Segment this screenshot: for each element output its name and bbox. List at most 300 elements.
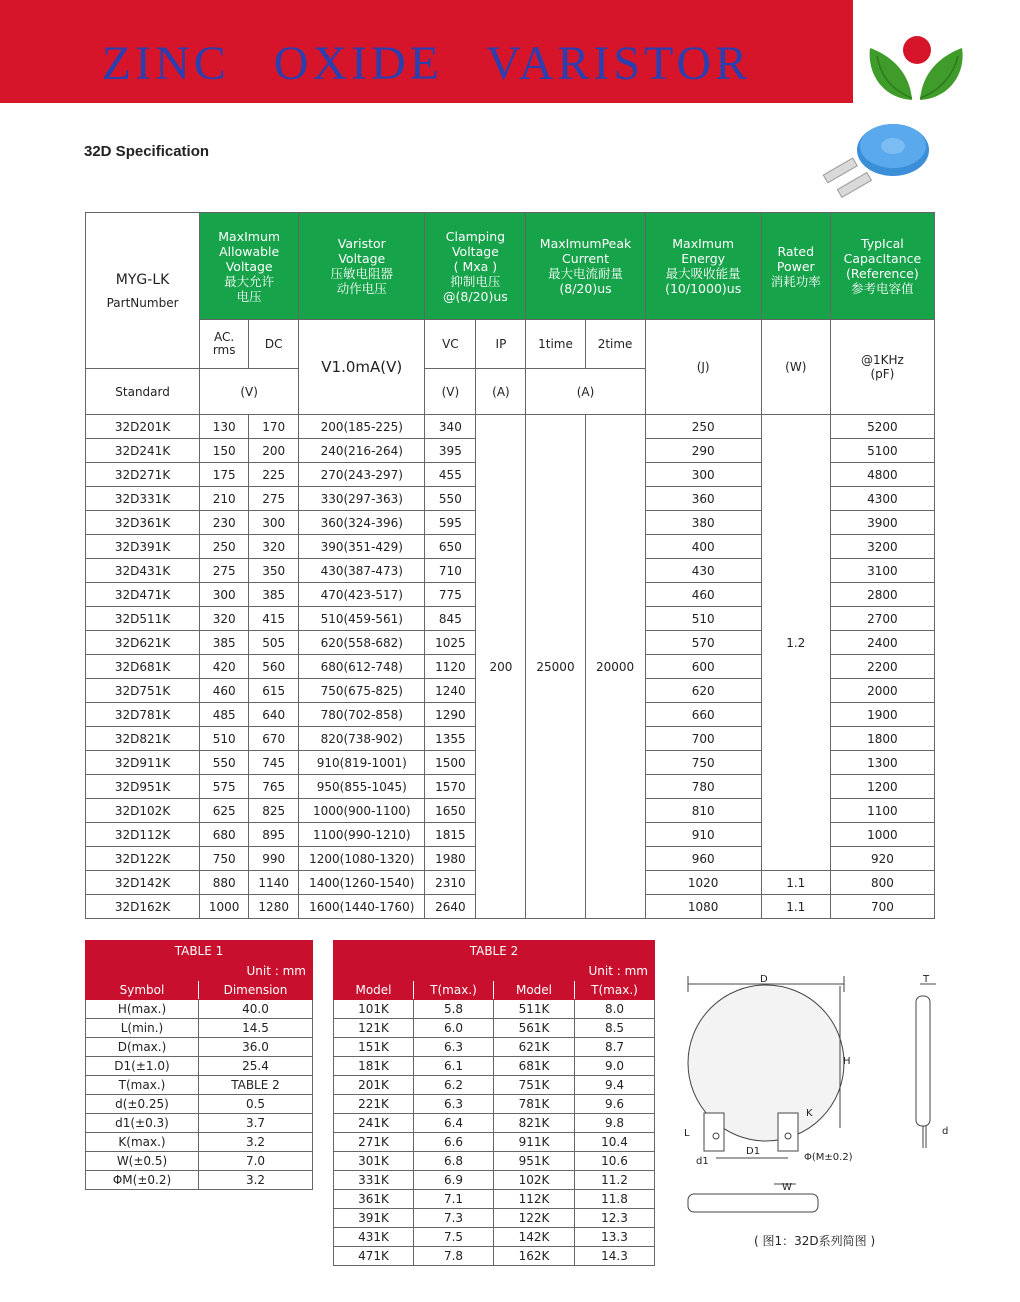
spec-cell: 570 <box>645 631 761 655</box>
spec-cell: 200(185-225) <box>299 415 425 439</box>
spec-cell: 150 <box>200 439 249 463</box>
table1-row <box>86 1133 313 1152</box>
spec-cell: 950(855-1045) <box>299 775 425 799</box>
spec-cell: 3900 <box>830 511 934 535</box>
table2-cell: 621K <box>494 1038 575 1057</box>
left-lead <box>704 1113 724 1151</box>
spec-cell: 2310 <box>425 871 476 895</box>
spec-cell: 1400(1260-1540) <box>299 871 425 895</box>
hdr-line: MaxImum <box>672 236 735 251</box>
spec-cell: 430(387-473) <box>299 559 425 583</box>
hdr-line: (8/20)us <box>559 281 612 296</box>
table2-row <box>334 1209 655 1228</box>
hdr-line: MaxImumPeak <box>539 236 632 251</box>
spec-cell: 1.1 <box>761 895 830 919</box>
max-allowable-header <box>200 213 299 320</box>
spec-cell: 680(612-748) <box>299 655 425 679</box>
pf-label: (pF) <box>870 367 895 381</box>
spec-cell: 550 <box>200 751 249 775</box>
table2-cell: 112K <box>494 1190 575 1209</box>
spec-cell: 415 <box>249 607 299 631</box>
current-unit: (A) <box>526 369 645 415</box>
table2-model-header: Model <box>494 981 575 1000</box>
spec-cell: 32D142K <box>86 871 200 895</box>
spec-cell: 640 <box>249 703 299 727</box>
spec-cell: 240(216-264) <box>299 439 425 463</box>
spec-cell: 2700 <box>830 607 934 631</box>
spec-cell: 32D201K <box>86 415 200 439</box>
table1-cell: ΦM(±0.2) <box>86 1171 199 1190</box>
spec-cell: 880 <box>200 871 249 895</box>
hdr-line: CapacItance <box>843 251 922 266</box>
spec-cell: 395 <box>425 439 476 463</box>
spec-cell: 1100 <box>830 799 934 823</box>
d-label: D <box>760 974 768 985</box>
hdr-line: Power <box>776 258 815 274</box>
table2-cell: 6.0 <box>414 1019 494 1038</box>
hdr-line: Voltage <box>225 258 273 274</box>
v1ma-header: V1.0mA(V) <box>299 320 425 415</box>
spec-cell: 32D681K <box>86 655 200 679</box>
table1-dimension-header: Dimension <box>199 981 313 1000</box>
table1-cell: L(min.) <box>86 1019 199 1038</box>
spec-cell: 32D162K <box>86 895 200 919</box>
watt-unit: (W) <box>761 320 830 415</box>
spec-cell: 1120 <box>425 655 476 679</box>
spec-cell: 32D621K <box>86 631 200 655</box>
spec-cell: 1600(1440-1760) <box>299 895 425 919</box>
table2-cell: 751K <box>494 1076 575 1095</box>
table1-row <box>86 1171 313 1190</box>
hdr-line: Allowable <box>219 243 280 259</box>
spec-cell: 1100(990-1210) <box>299 823 425 847</box>
spec-cell: 510 <box>200 727 249 751</box>
table1-cell: TABLE 2 <box>199 1076 313 1095</box>
table2-cell: 6.1 <box>414 1057 494 1076</box>
spec-cell: 360(324-396) <box>299 511 425 535</box>
spec-cell: 1000 <box>200 895 249 919</box>
spec-cell: 32D511K <box>86 607 200 631</box>
table2-cell: 301K <box>334 1152 414 1171</box>
w-label: W <box>782 1182 792 1193</box>
table2-cell: 911K <box>494 1133 575 1152</box>
table2-cell: 241K <box>334 1114 414 1133</box>
joule-unit: (J) <box>645 320 761 415</box>
spec-cell: 1280 <box>249 895 299 919</box>
table1-cell: T(max.) <box>86 1076 199 1095</box>
hdr-line: Voltage <box>451 243 499 259</box>
spec-cell: 32D102K <box>86 799 200 823</box>
table1-cell: d1(±0.3) <box>86 1114 199 1133</box>
spec-cell: 1355 <box>425 727 476 751</box>
table2-cell: 13.3 <box>575 1228 655 1247</box>
table2-cell: 471K <box>334 1247 414 1266</box>
spec-cell: 32D361K <box>86 511 200 535</box>
spec-cell: 550 <box>425 487 476 511</box>
table2-cell: 5.8 <box>414 1000 494 1019</box>
spec-cell: 460 <box>200 679 249 703</box>
hdr-line: 抑制电压 <box>450 273 501 289</box>
hdr-line: 压敏电阻器 <box>330 266 394 281</box>
spec-cell: 250 <box>200 535 249 559</box>
spec-cell: 4300 <box>830 487 934 511</box>
spec-cell: 32D911K <box>86 751 200 775</box>
dc-header: DC <box>249 320 299 369</box>
table2-row <box>334 1038 655 1057</box>
spec-cell: 710 <box>425 559 476 583</box>
table2-cell: 6.6 <box>414 1133 494 1152</box>
hdr-line: 动作电压 <box>336 281 387 296</box>
spec-cell: 275 <box>200 559 249 583</box>
standard-label: Standard <box>86 369 200 415</box>
spec-cell: 1000(900-1100) <box>299 799 425 823</box>
spec-cell: 750(675-825) <box>299 679 425 703</box>
table2-cell: 151K <box>334 1038 414 1057</box>
hdr-line: ( Mxa ) <box>453 258 498 274</box>
time2-header: 2time <box>585 320 645 369</box>
table2-row <box>334 1019 655 1038</box>
table1-cell: 14.5 <box>199 1019 313 1038</box>
spec-cell: 1200(1080-1320) <box>299 847 425 871</box>
spec-cell: 300 <box>200 583 249 607</box>
spec-cell: 32D391K <box>86 535 200 559</box>
table2-cell: 6.4 <box>414 1114 494 1133</box>
spec-cell: 455 <box>425 463 476 487</box>
table2-row <box>334 1247 655 1266</box>
spec-cell: 910 <box>645 823 761 847</box>
spec-cell: 1900 <box>830 703 934 727</box>
hdr-line: Clamping <box>445 228 506 244</box>
dimension-table-2 <box>333 940 655 1266</box>
table1-title: TABLE 1 <box>86 941 313 962</box>
table1-row <box>86 1057 313 1076</box>
table1-row <box>86 1000 313 1019</box>
spec-cell: 1650 <box>425 799 476 823</box>
table2-cell: 102K <box>494 1171 575 1190</box>
table2-cell: 142K <box>494 1228 575 1247</box>
table2-cell: 9.4 <box>575 1076 655 1095</box>
table2-cell: 9.8 <box>575 1114 655 1133</box>
table1-cell: 40.0 <box>199 1000 313 1019</box>
spec-cell: 460 <box>645 583 761 607</box>
d1-small-label: d1 <box>696 1156 709 1167</box>
table2-tmax-header: T(max.) <box>575 981 655 1000</box>
spec-cell: 800 <box>830 871 934 895</box>
spec-cell: 810 <box>645 799 761 823</box>
spec-cell: 1570 <box>425 775 476 799</box>
spec-cell: 300 <box>249 511 299 535</box>
t-label: T <box>923 974 930 985</box>
spec-cell: 2200 <box>830 655 934 679</box>
table2-cell: 221K <box>334 1095 414 1114</box>
hdr-line: (10/1000)us <box>665 281 742 296</box>
capacitance-unit <box>830 320 934 415</box>
table2-cell: 101K <box>334 1000 414 1019</box>
table2-cell: 11.8 <box>575 1190 655 1209</box>
hdr-line: 最大电流耐量 <box>548 266 624 281</box>
table2-cell: 11.2 <box>575 1171 655 1190</box>
table2-cell: 9.0 <box>575 1057 655 1076</box>
table1-row <box>86 1019 313 1038</box>
m-label: Φ(M±0.2) <box>804 1152 853 1163</box>
hdr-line: TypIcal <box>861 236 904 251</box>
table2-cell: 951K <box>494 1152 575 1171</box>
spec-cell: 1025 <box>425 631 476 655</box>
table2-cell: 7.3 <box>414 1209 494 1228</box>
table2-cell: 8.0 <box>575 1000 655 1019</box>
table2-row <box>334 1133 655 1152</box>
lead-d-label: d <box>942 1126 949 1137</box>
table2-cell: 391K <box>334 1209 414 1228</box>
table1-cell: D(max.) <box>86 1038 199 1057</box>
spec-cell: 670 <box>249 727 299 751</box>
table1-row <box>86 1095 313 1114</box>
spec-cell: 2640 <box>425 895 476 919</box>
spec-cell: 3200 <box>830 535 934 559</box>
table2-cell: 7.1 <box>414 1190 494 1209</box>
table1-cell: 36.0 <box>199 1038 313 1057</box>
table1-cell: 3.7 <box>199 1114 313 1133</box>
spec-cell: 560 <box>249 655 299 679</box>
table2-unit: Unit : mm <box>334 962 655 981</box>
partnumber-header-line1: MYG-LK <box>115 271 170 288</box>
spec-cell: 660 <box>645 703 761 727</box>
spec-cell: 1000 <box>830 823 934 847</box>
spec-cell: 615 <box>249 679 299 703</box>
spec-cell: 2400 <box>830 631 934 655</box>
spec-cell: 750 <box>645 751 761 775</box>
spec-cell: 780 <box>645 775 761 799</box>
spec-cell: 1140 <box>249 871 299 895</box>
ac-label: AC. <box>214 330 235 344</box>
spec-cell: 32D781K <box>86 703 200 727</box>
spec-cell: 1240 <box>425 679 476 703</box>
table2-cell: 122K <box>494 1209 575 1228</box>
spec-cell: 175 <box>200 463 249 487</box>
table2-row <box>334 1171 655 1190</box>
spec-cell: 485 <box>200 703 249 727</box>
table2-cell: 10.4 <box>575 1133 655 1152</box>
spec-cell: 650 <box>425 535 476 559</box>
table2-model-header: Model <box>334 981 414 1000</box>
side-view-body <box>916 996 930 1126</box>
spec-cell: 225 <box>249 463 299 487</box>
table2-row <box>334 1190 655 1209</box>
spec-cell: 1815 <box>425 823 476 847</box>
table2-row <box>334 1114 655 1133</box>
table2-cell: 511K <box>494 1000 575 1019</box>
khz-label: @1KHz <box>860 353 904 367</box>
table2-cell: 121K <box>334 1019 414 1038</box>
ac-rms-header <box>200 320 249 369</box>
spec-cell: 320 <box>200 607 249 631</box>
spec-cell: 820(738-902) <box>299 727 425 751</box>
table1-cell: W(±0.5) <box>86 1152 199 1171</box>
table2-tmax-header: T(max.) <box>414 981 494 1000</box>
vc-header: VC <box>425 320 476 369</box>
spec-cell: 340 <box>425 415 476 439</box>
spec-cell: 920 <box>830 847 934 871</box>
spec-cell: 845 <box>425 607 476 631</box>
spec-cell: 1980 <box>425 847 476 871</box>
spec-cell: 600 <box>645 655 761 679</box>
table1-cell: d(±0.25) <box>86 1095 199 1114</box>
spec-cell: 290 <box>645 439 761 463</box>
spec-cell: 780(702-858) <box>299 703 425 727</box>
table2-cell: 8.7 <box>575 1038 655 1057</box>
spec-cell: 275 <box>249 487 299 511</box>
table2-row <box>334 1000 655 1019</box>
spec-cell: 745 <box>249 751 299 775</box>
spec-cell: 470(423-517) <box>299 583 425 607</box>
spec-cell: 825 <box>249 799 299 823</box>
spec-cell: 32D821K <box>86 727 200 751</box>
hdr-line: MaxImum <box>218 228 281 244</box>
spec-cell: 32D122K <box>86 847 200 871</box>
table1-cell: 0.5 <box>199 1095 313 1114</box>
spec-cell: 895 <box>249 823 299 847</box>
spec-cell: 1300 <box>830 751 934 775</box>
spec-cell: 385 <box>249 583 299 607</box>
table2-cell: 9.6 <box>575 1095 655 1114</box>
hdr-line: @(8/20)us <box>443 288 508 304</box>
d1-label: D1 <box>746 1146 761 1157</box>
spec-cell: 620(558-682) <box>299 631 425 655</box>
spec-cell: 510(459-561) <box>299 607 425 631</box>
spec-cell: 1290 <box>425 703 476 727</box>
spec-cell: 430 <box>645 559 761 583</box>
figure-caption: ( 图1：32D系列简图 ) <box>754 1234 876 1248</box>
ip-header: IP <box>476 320 526 369</box>
table2-cell: 781K <box>494 1095 575 1114</box>
peak-current-header <box>526 213 645 320</box>
table1-row <box>86 1152 313 1171</box>
table2-cell: 162K <box>494 1247 575 1266</box>
spec-cell: 765 <box>249 775 299 799</box>
table1-cell: 3.2 <box>199 1133 313 1152</box>
table2-row <box>334 1057 655 1076</box>
spec-cell: 620 <box>645 679 761 703</box>
spec-cell: 1200 <box>830 775 934 799</box>
table2-cell: 14.3 <box>575 1247 655 1266</box>
table1-cell: 3.2 <box>199 1171 313 1190</box>
banner-title: ZINC OXIDE VARISTOR <box>101 37 752 90</box>
spec-cell: 575 <box>200 775 249 799</box>
spec-cell: 595 <box>425 511 476 535</box>
spec-row <box>86 415 935 439</box>
spec-cell: 390(351-429) <box>299 535 425 559</box>
table2-row <box>334 1228 655 1247</box>
spec-cell: 385 <box>200 631 249 655</box>
spec-cell: 5100 <box>830 439 934 463</box>
table2-cell: 681K <box>494 1057 575 1076</box>
section-title: 32D Specification <box>84 143 210 160</box>
spec-cell: 505 <box>249 631 299 655</box>
spec-cell: 270(243-297) <box>299 463 425 487</box>
hdr-line: Voltage <box>338 251 386 266</box>
spec-cell: 700 <box>830 895 934 919</box>
table2-cell: 431K <box>334 1228 414 1247</box>
spec-cell: 750 <box>200 847 249 871</box>
table2-cell: 7.5 <box>414 1228 494 1247</box>
voltage-unit: (V) <box>200 369 299 415</box>
l-label: L <box>684 1128 690 1139</box>
table2-cell: 561K <box>494 1019 575 1038</box>
hdr-line: 电压 <box>236 288 262 304</box>
table2-cell: 6.9 <box>414 1171 494 1190</box>
spec-cell: 20000 <box>585 415 645 919</box>
table2-row <box>334 1076 655 1095</box>
spec-cell: 32D471K <box>86 583 200 607</box>
bottom-view-body <box>688 1194 818 1212</box>
table2-cell: 331K <box>334 1171 414 1190</box>
dimension-drawing <box>680 968 970 1228</box>
spec-cell: 230 <box>200 511 249 535</box>
spec-cell: 380 <box>645 511 761 535</box>
spec-cell: 910(819-1001) <box>299 751 425 775</box>
ip-unit: (A) <box>476 369 526 415</box>
rated-power-header <box>761 213 830 320</box>
table1-cell: H(max.) <box>86 1000 199 1019</box>
spec-cell: 510 <box>645 607 761 631</box>
clamping-header <box>425 213 526 320</box>
hdr-line: 消耗功率 <box>770 273 821 289</box>
table2-row <box>334 1095 655 1114</box>
hdr-line: Varistor <box>337 236 386 251</box>
spec-cell: 1500 <box>425 751 476 775</box>
spec-cell: 4800 <box>830 463 934 487</box>
rms-label: rms <box>212 343 236 357</box>
spec-cell: 32D951K <box>86 775 200 799</box>
spec-cell: 330(297-363) <box>299 487 425 511</box>
spec-cell: 130 <box>200 415 249 439</box>
hdr-line: 最大允许 <box>224 273 275 289</box>
time1-header: 1time <box>526 320 585 369</box>
hdr-line: 最大吸收能量 <box>665 266 741 281</box>
table2-cell: 6.8 <box>414 1152 494 1171</box>
table2-cell: 181K <box>334 1057 414 1076</box>
hdr-line: Current <box>562 251 609 266</box>
table2-cell: 821K <box>494 1114 575 1133</box>
spec-cell: 960 <box>645 847 761 871</box>
table2-cell: 361K <box>334 1190 414 1209</box>
leaf-logo-icon <box>862 18 972 108</box>
hdr-line: 参考电容值 <box>851 281 914 296</box>
table1-row <box>86 1114 313 1133</box>
spec-cell: 32D431K <box>86 559 200 583</box>
spec-cell: 32D112K <box>86 823 200 847</box>
spec-cell: 680 <box>200 823 249 847</box>
max-energy-header <box>645 213 761 320</box>
table2-cell: 201K <box>334 1076 414 1095</box>
table2-cell: 271K <box>334 1133 414 1152</box>
spec-cell: 1020 <box>645 871 761 895</box>
spec-cell: 5200 <box>830 415 934 439</box>
spec-cell: 420 <box>200 655 249 679</box>
spec-cell: 170 <box>249 415 299 439</box>
spec-cell: 2800 <box>830 583 934 607</box>
table1-cell: 25.4 <box>199 1057 313 1076</box>
spec-cell: 1.2 <box>761 415 830 871</box>
table1-row <box>86 1076 313 1095</box>
spec-cell: 400 <box>645 535 761 559</box>
spec-cell: 360 <box>645 487 761 511</box>
spec-cell: 775 <box>425 583 476 607</box>
spec-cell: 25000 <box>526 415 585 919</box>
capacitance-header <box>830 213 934 320</box>
spec-cell: 32D331K <box>86 487 200 511</box>
table2-cell: 12.3 <box>575 1209 655 1228</box>
